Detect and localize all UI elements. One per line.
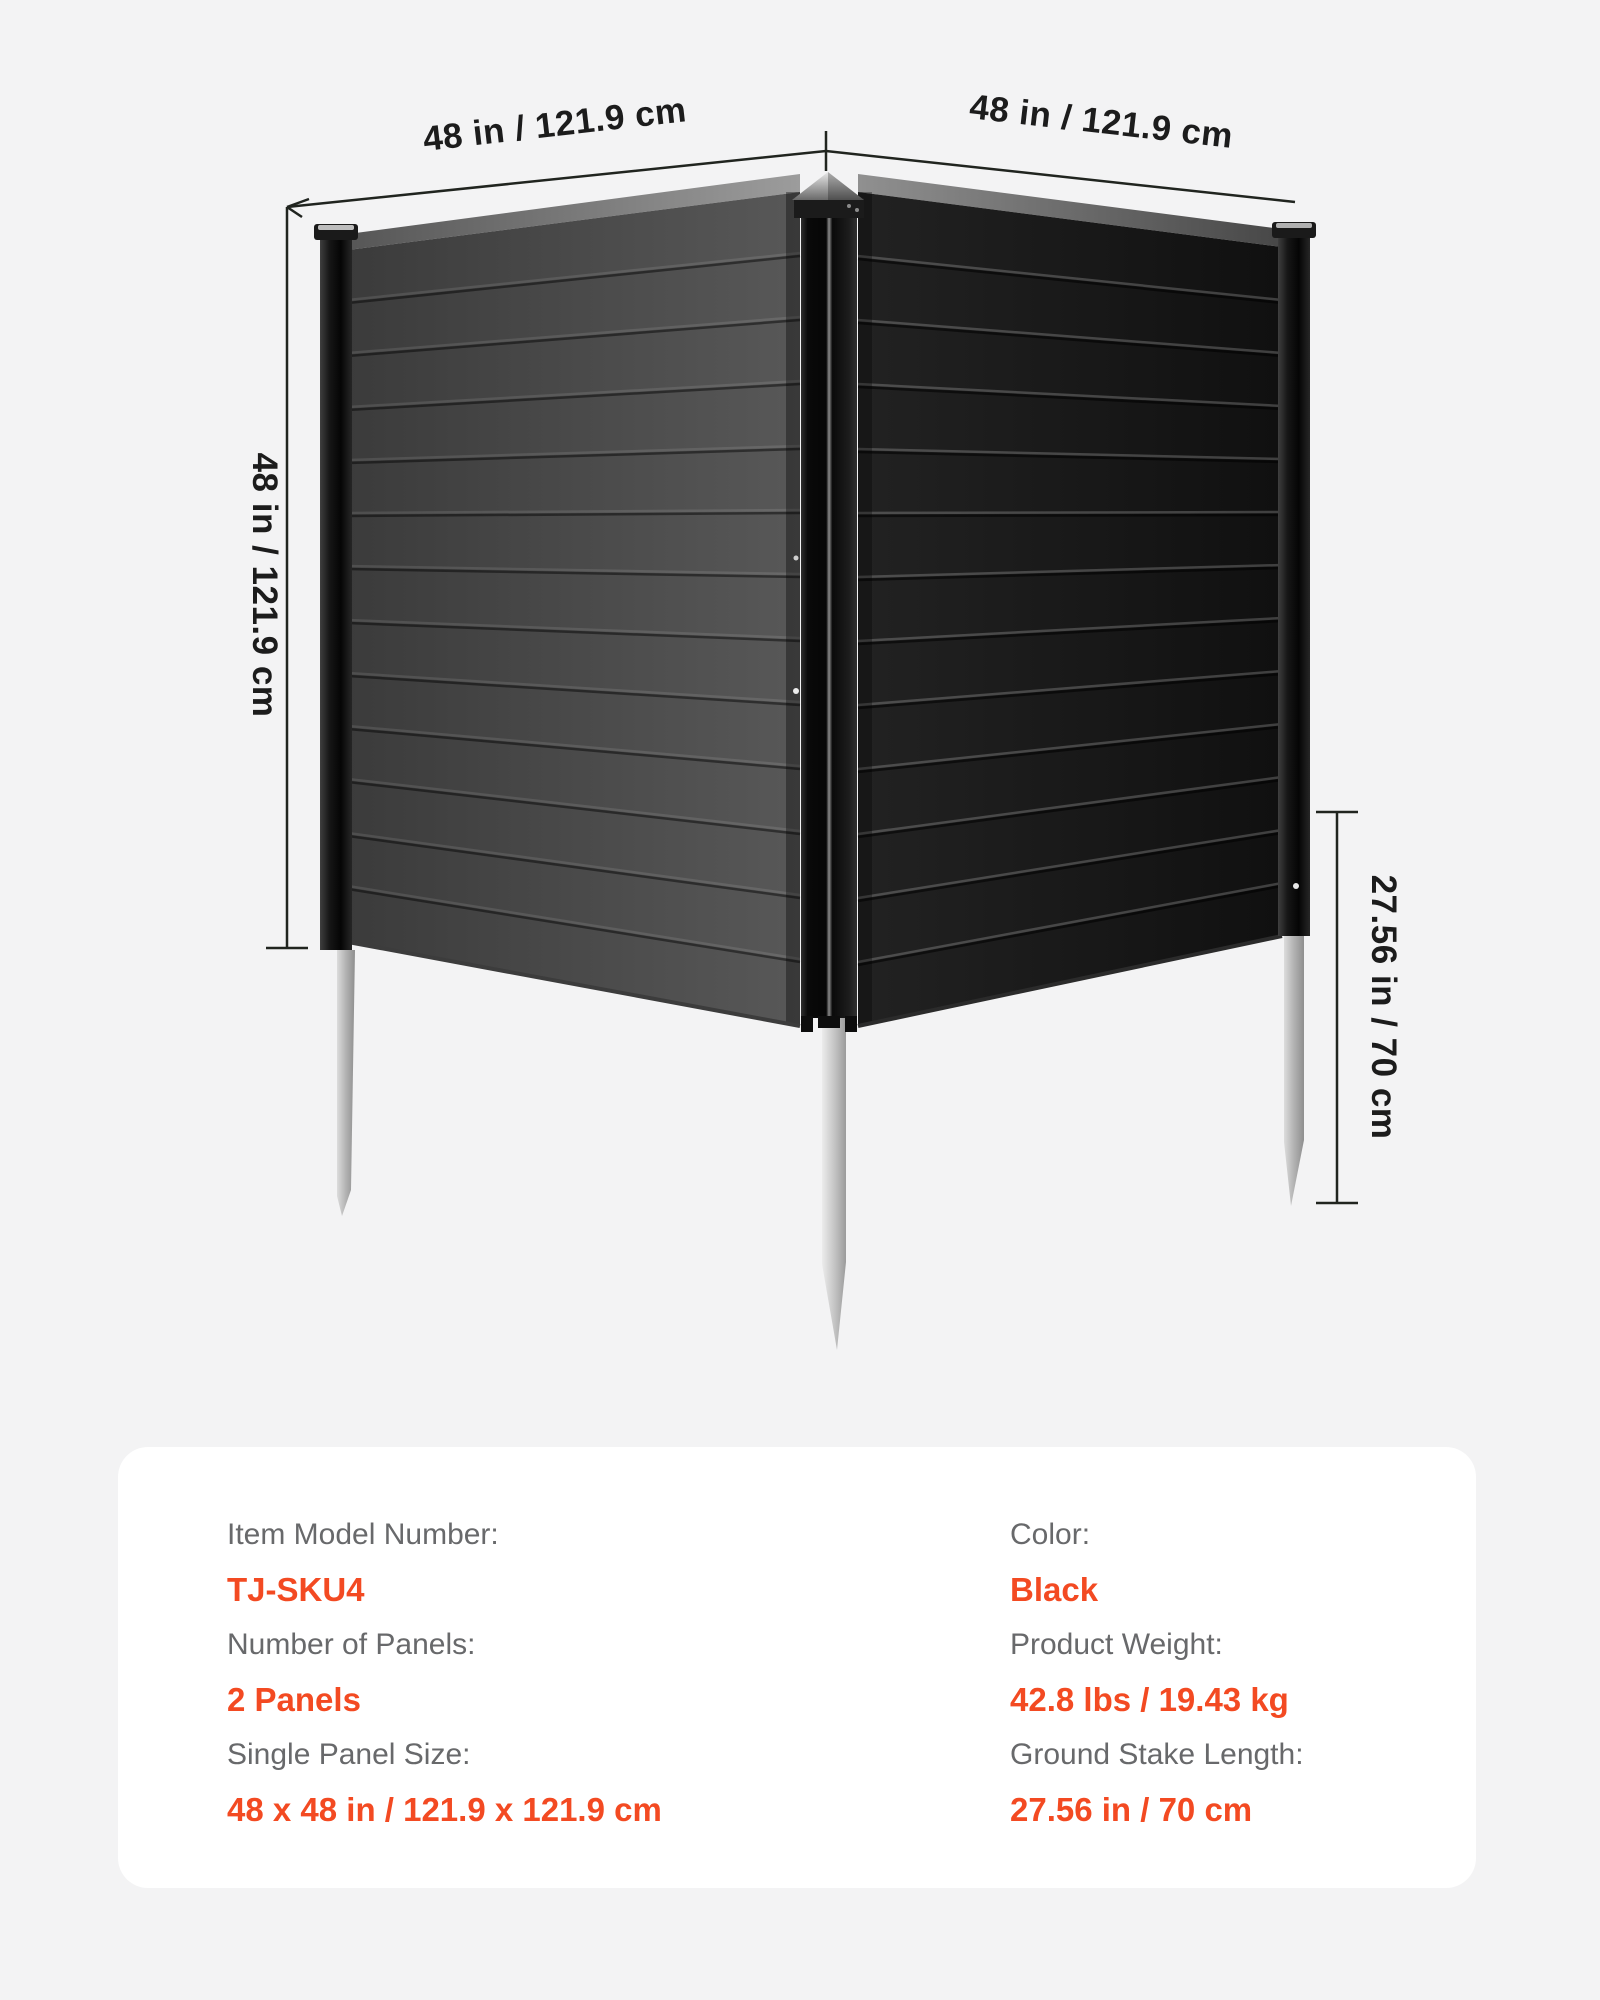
- right-ground-stake: [1284, 934, 1304, 1206]
- dimension-label-top-left: 48 in / 121.9 cm: [420, 90, 689, 159]
- center-post: [801, 216, 857, 1018]
- center-ground-stake: [822, 1018, 846, 1350]
- dimension-label-top-right: 48 in / 121.9 cm: [967, 87, 1236, 156]
- spec-item-model-number: [227, 1507, 1010, 1617]
- left-post: [320, 238, 352, 950]
- dimension-label-stake: 27.56 in / 70 cm: [1364, 874, 1403, 1140]
- spec-column-left: [227, 1507, 1010, 1888]
- spec-label: Color:: [1010, 1518, 1091, 1551]
- spec-product-weight: [1010, 1617, 1436, 1727]
- spec-number-of-panels: [227, 1617, 1010, 1727]
- spec-card: [118, 1447, 1476, 1888]
- spec-label: Number of Panels:: [227, 1628, 476, 1661]
- spec-value: 42.8 lbs / 19.43 kg: [1010, 1681, 1289, 1718]
- spec-ground-stake-length: [1010, 1727, 1436, 1837]
- spec-color: [1010, 1507, 1436, 1617]
- right-fence-panel: [858, 192, 1282, 1026]
- spec-value: 2 Panels: [227, 1681, 361, 1718]
- right-post: [1278, 236, 1310, 936]
- spec-value: Black: [1010, 1571, 1099, 1608]
- dimension-label-height: 48 in / 121.9 cm: [245, 452, 284, 718]
- spec-value: 27.56 in / 70 cm: [1010, 1791, 1253, 1828]
- spec-label: Single Panel Size:: [227, 1738, 471, 1771]
- spec-value: 48 x 48 in / 121.9 x 121.9 cm: [227, 1791, 662, 1828]
- spec-single-panel-size: [227, 1727, 1010, 1837]
- spec-value: TJ-SKU4: [227, 1571, 365, 1608]
- spec-label: Product Weight:: [1010, 1628, 1223, 1661]
- left-ground-stake: [337, 950, 355, 1216]
- spec-column-right: [1010, 1507, 1436, 1888]
- spec-label: Ground Stake Length:: [1010, 1738, 1304, 1771]
- spec-label: Item Model Number:: [227, 1518, 499, 1551]
